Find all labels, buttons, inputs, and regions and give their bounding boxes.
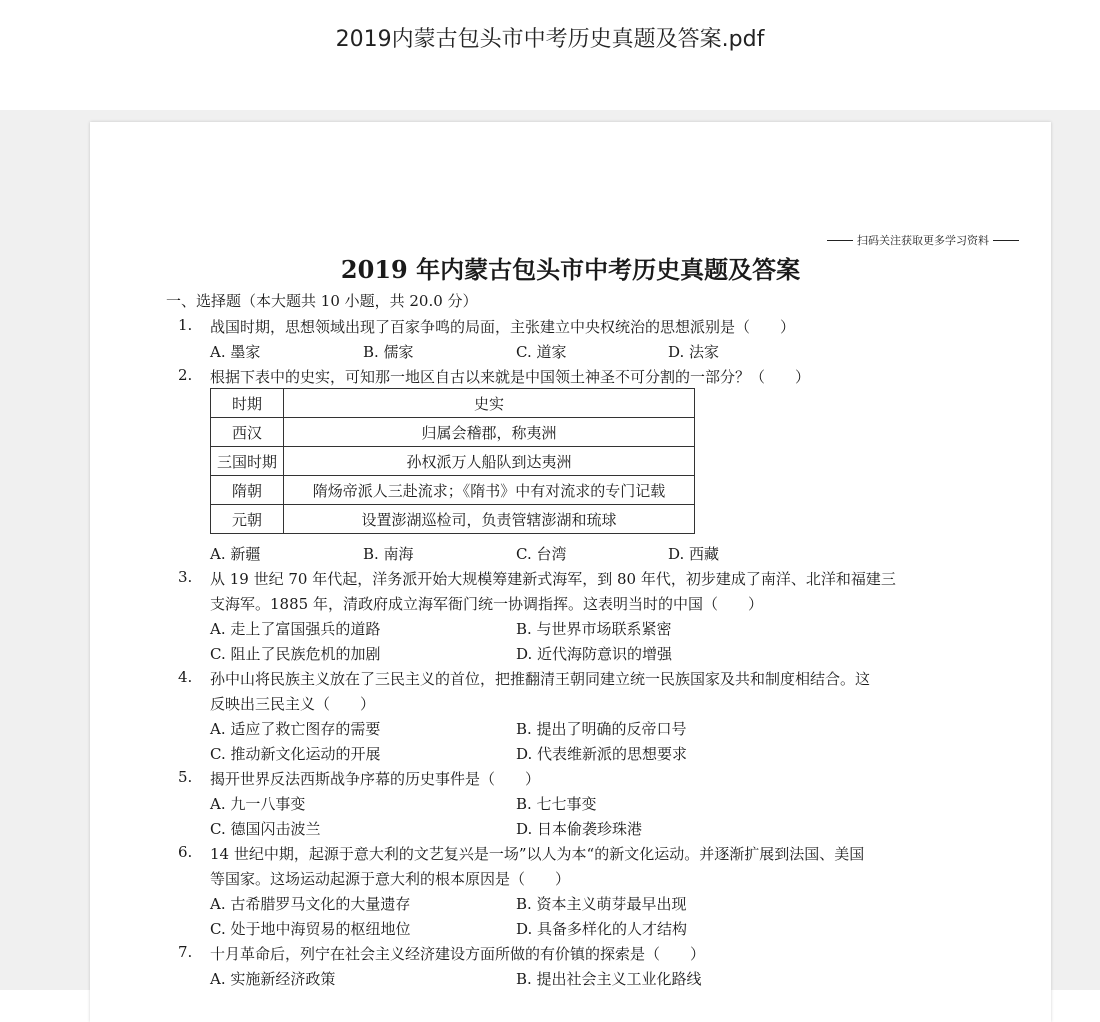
question-text: 揭开世界反法西斯战争序幕的历史事件是（ ） (210, 770, 541, 788)
option: B. 提出社会主义工业化路线 (516, 970, 702, 988)
option: C. 台湾 (516, 545, 567, 563)
history-facts-table (210, 388, 695, 534)
table-cell: 隋炀帝派人三赴流求；《隋书》中有对流求的专门记载 (284, 476, 695, 505)
question-number: 3. (178, 568, 193, 586)
qr-note (823, 232, 1023, 248)
question-text: 根据下表中的史实，可知那一地区自古以来就是中国领土神圣不可分割的一部分？（ ） (210, 368, 811, 386)
question-text: 等国家。这场运动起源于意大利的根本原因是（ ） (210, 870, 571, 888)
question-text: 支海军。1885 年，清政府成立海军衙门统一协调指挥。这表明当时的中国（ ） (210, 595, 763, 613)
option: B. 七七事变 (516, 795, 597, 813)
option: A. 九一八事变 (210, 795, 306, 813)
section-heading: 一、选择题（本大题共 10 小题，共 20.0 分） (166, 292, 478, 310)
option: B. 与世界市场联系紧密 (516, 620, 672, 638)
question-number: 1. (178, 316, 193, 334)
question-number: 7. (178, 943, 193, 961)
table-header: 时期 (211, 389, 284, 418)
option: B. 南海 (363, 545, 414, 563)
question-number: 6. (178, 843, 193, 861)
table-header-row (211, 389, 695, 418)
question-text: 孙中山将民族主义放在了三民主义的首位，把推翻清王朝同建立统一民族国家及共和制度相结合。这 (210, 670, 871, 688)
option: A. 新疆 (210, 545, 261, 563)
option: D. 法家 (668, 343, 720, 361)
option: D. 日本偷袭珍珠港 (516, 820, 643, 838)
option: D. 代表维新派的思想要求 (516, 745, 688, 763)
table-row (211, 418, 695, 447)
table-cell: 西汉 (211, 418, 284, 447)
question-number: 5. (178, 768, 193, 786)
question-text: 14 世纪中期，起源于意大利的文艺复兴是一场”以人为本“的新文化运动。并逐渐扩展到法国、美国 (210, 845, 865, 863)
table-header: 史实 (284, 389, 695, 418)
document-title: 2019内蒙古包头市中考历史真题及答案.pdf (335, 27, 765, 52)
option: A. 适应了救亡图存的需要 (210, 720, 381, 738)
option: C. 处于地中海贸易的枢纽地位 (210, 920, 411, 938)
option: C. 阻止了民族危机的加剧 (210, 645, 381, 663)
table-cell: 孙权派万人船队到达夷洲 (284, 447, 695, 476)
option: C. 道家 (516, 343, 567, 361)
table-cell: 设置澎湖巡检司，负责管辖澎湖和琉球 (284, 505, 695, 534)
title-bar (0, 0, 1100, 110)
question-text: 战国时期，思想领域出现了百家争鸣的局面，主张建立中央权统治的思想派别是（ ） (210, 318, 796, 336)
option: A. 走上了富国强兵的道路 (210, 620, 381, 638)
table-row (211, 447, 695, 476)
question-number: 4. (178, 668, 193, 686)
question-text: 从 19 世纪 70 年代起，洋务派开始大规模筹建新式海军，到 80 年代，初步建成了南洋、北洋和福建三 (210, 570, 896, 588)
question-text: 十月革命后，列宁在社会主义经济建设方面所做的有价镇的探索是（ ） (210, 945, 706, 963)
pdf-page (90, 122, 1051, 1022)
option: B. 儒家 (363, 343, 414, 361)
paper-title: 2019 年内蒙古包头市中考历史真题及答案 (340, 255, 801, 284)
table-cell: 隋朝 (211, 476, 284, 505)
option: D. 具备多样化的人才结构 (516, 920, 688, 938)
option: A. 墨家 (210, 343, 261, 361)
table-cell: 元朝 (211, 505, 284, 534)
option: A. 古希腊罗马文化的大量遗存 (210, 895, 411, 913)
option: D. 近代海防意识的增强 (516, 645, 673, 663)
table-cell: 归属会稽郡，称夷洲 (284, 418, 695, 447)
table-cell: 三国时期 (211, 447, 284, 476)
table-row (211, 476, 695, 505)
option: B. 提出了明确的反帝口号 (516, 720, 687, 738)
option: B. 资本主义萌芽最早出现 (516, 895, 687, 913)
question-text: 反映出三民主义（ ） (210, 695, 376, 713)
question-number: 2. (178, 366, 193, 384)
qr-note-text: 扫码关注获取更多学习资料 (857, 234, 989, 247)
table-row (211, 505, 695, 534)
option: C. 德国闪击波兰 (210, 820, 321, 838)
option: A. 实施新经济政策 (210, 970, 336, 988)
option: D. 西藏 (668, 545, 720, 563)
option: C. 推动新文化运动的开展 (210, 745, 381, 763)
